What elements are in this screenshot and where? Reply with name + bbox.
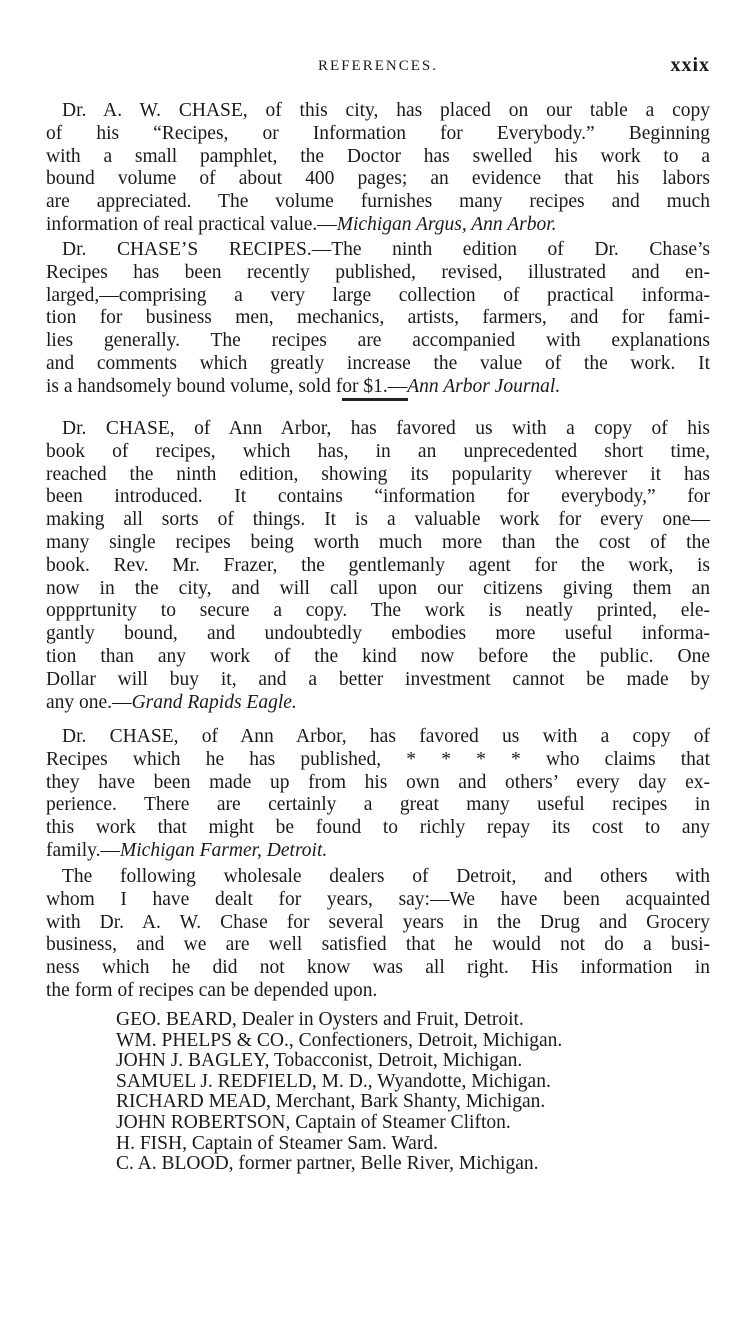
source-citation: Michigan Farmer, Detroit. — [120, 839, 328, 861]
text-line: Recipes which he has published, * * * * who claims that — [46, 748, 710, 770]
text-line: with Dr. A. W. Chase for several years in the Drug and Grocery — [46, 911, 710, 933]
reference-entry: H. FISH, Captain of Steamer Sam. Ward. — [116, 1132, 438, 1154]
text-line: bound volume of about 400 pages; an evidence that his labors — [46, 168, 710, 190]
text-line: is a handsomely bound volume, sold for $1.—Ann Arbor Journal. — [46, 375, 561, 397]
testimonial-michigan-argus — [46, 100, 710, 237]
text-line: and comments which greatly increase the value of the work. It — [46, 352, 710, 374]
text-line: Dr. A. W. CHASE, of this city, has placed on our table a copy — [62, 100, 710, 121]
reference-list — [116, 1010, 716, 1175]
text-line: ness which he did not know was all right. His information in — [46, 957, 710, 979]
text-line: Dr. CHASE, of Ann Arbor, has favored us with a copy of — [62, 726, 710, 747]
page-header — [46, 52, 710, 82]
running-title: REFERENCES. — [318, 58, 438, 74]
text-line: making all sorts of things. It is a valuable work for every one— — [46, 509, 710, 531]
text-line: tion than any work of the kind now before the public. One — [46, 645, 710, 667]
text-line: book. Rev. Mr. Frazer, the gentlemanly agent for the work, is — [46, 554, 710, 576]
reference-entry: JOHN J. BAGLEY, Tobacconist, Detroit, Michigan. — [116, 1050, 523, 1072]
reference-entry: JOHN ROBERTSON, Captain of Steamer Clifton. — [116, 1111, 511, 1133]
reference-entry: C. A. BLOOD, former partner, Belle River, Michigan. — [116, 1153, 539, 1175]
reference-entry: GEO. BEARD, Dealer in Oysters and Fruit, Detroit. — [116, 1009, 524, 1030]
text-line: lies generally. The recipes are accompanied with explanations — [46, 330, 710, 352]
text-line: been introduced. It contains “information for everybody,” for — [46, 486, 710, 508]
text-line: perience. There are certainly a great many useful recipes in — [46, 794, 710, 816]
dealers-statement — [46, 866, 710, 1003]
source-citation: Michigan Argus, Ann Arbor. — [336, 213, 557, 235]
reference-entry: RICHARD MEAD, Merchant, Bark Shanty, Michigan. — [116, 1091, 546, 1113]
text-line: reached the ninth edition, showing its popularity wherever it has — [46, 463, 710, 485]
text-line: are appreciated. The volume furnishes many recipes and much — [46, 191, 710, 213]
text-line: Dr. CHASE’S RECIPES.—The ninth edition of Dr. Chase’s — [62, 239, 710, 260]
text-line: they have been made up from his own and others’ every day ex- — [46, 771, 710, 793]
testimonial-michigan-farmer — [46, 726, 710, 863]
source-citation: Ann Arbor Journal. — [407, 375, 561, 397]
text-line: many single recipes being worth much more than the cost of the — [46, 531, 710, 553]
reference-entry: SAMUEL J. REDFIELD, M. D., Wyandotte, Michigan. — [116, 1070, 551, 1092]
text-line: information of real practical value.—Michigan Argus, Ann Arbor. — [46, 213, 557, 235]
text-line: with a small pamphlet, the Doctor has swelled his work to a — [46, 145, 710, 167]
text-line: The following wholesale dealers of Detroit, and others with — [62, 866, 710, 887]
text-line: of his “Recipes, or Information for Everybody.” Beginning — [46, 122, 710, 144]
text-line: the form of recipes can be depended upon. — [46, 979, 378, 1001]
reference-entry: WM. PHELPS & CO., Confectioners, Detroit, Michigan. — [116, 1029, 563, 1051]
text-line: Dollar will buy it, and a better investment cannot be made by — [46, 668, 710, 690]
testimonial-ann-arbor-journal — [46, 239, 710, 399]
text-line: Recipes has been recently published, revised, illustrated and en- — [46, 261, 710, 283]
section-divider — [342, 398, 408, 401]
text-line: tion for business men, mechanics, artists, farmers, and for fami- — [46, 307, 710, 329]
text-line: gantly bound, and undoubtedly embodies more useful informa- — [46, 623, 710, 645]
text-line: family.—Michigan Farmer, Detroit. — [46, 839, 328, 861]
page-number: xxix — [670, 54, 710, 76]
text-line: book of recipes, which has, in an unprecedented short time, — [46, 440, 710, 462]
text-line: larged,—comprising a very large collection of practical informa- — [46, 284, 710, 306]
text-line: Dr. CHASE, of Ann Arbor, has favored us with a copy of his — [62, 418, 710, 439]
text-line: whom I have dealt for years, say:—We have been acquainted — [46, 888, 710, 910]
text-line: business, and we are well satisfied that he would not do a busi- — [46, 934, 710, 956]
text-line: this work that might be found to richly repay its cost to any — [46, 817, 710, 839]
testimonial-grand-rapids-eagle — [46, 418, 710, 714]
text-line: any one.—Grand Rapids Eagle. — [46, 691, 297, 713]
text-line: now in the city, and will call upon our citizens giving them an — [46, 577, 710, 599]
source-citation: Grand Rapids Eagle. — [131, 691, 297, 713]
text-line: oppprtunity to secure a copy. The work is neatly printed, ele- — [46, 600, 710, 622]
